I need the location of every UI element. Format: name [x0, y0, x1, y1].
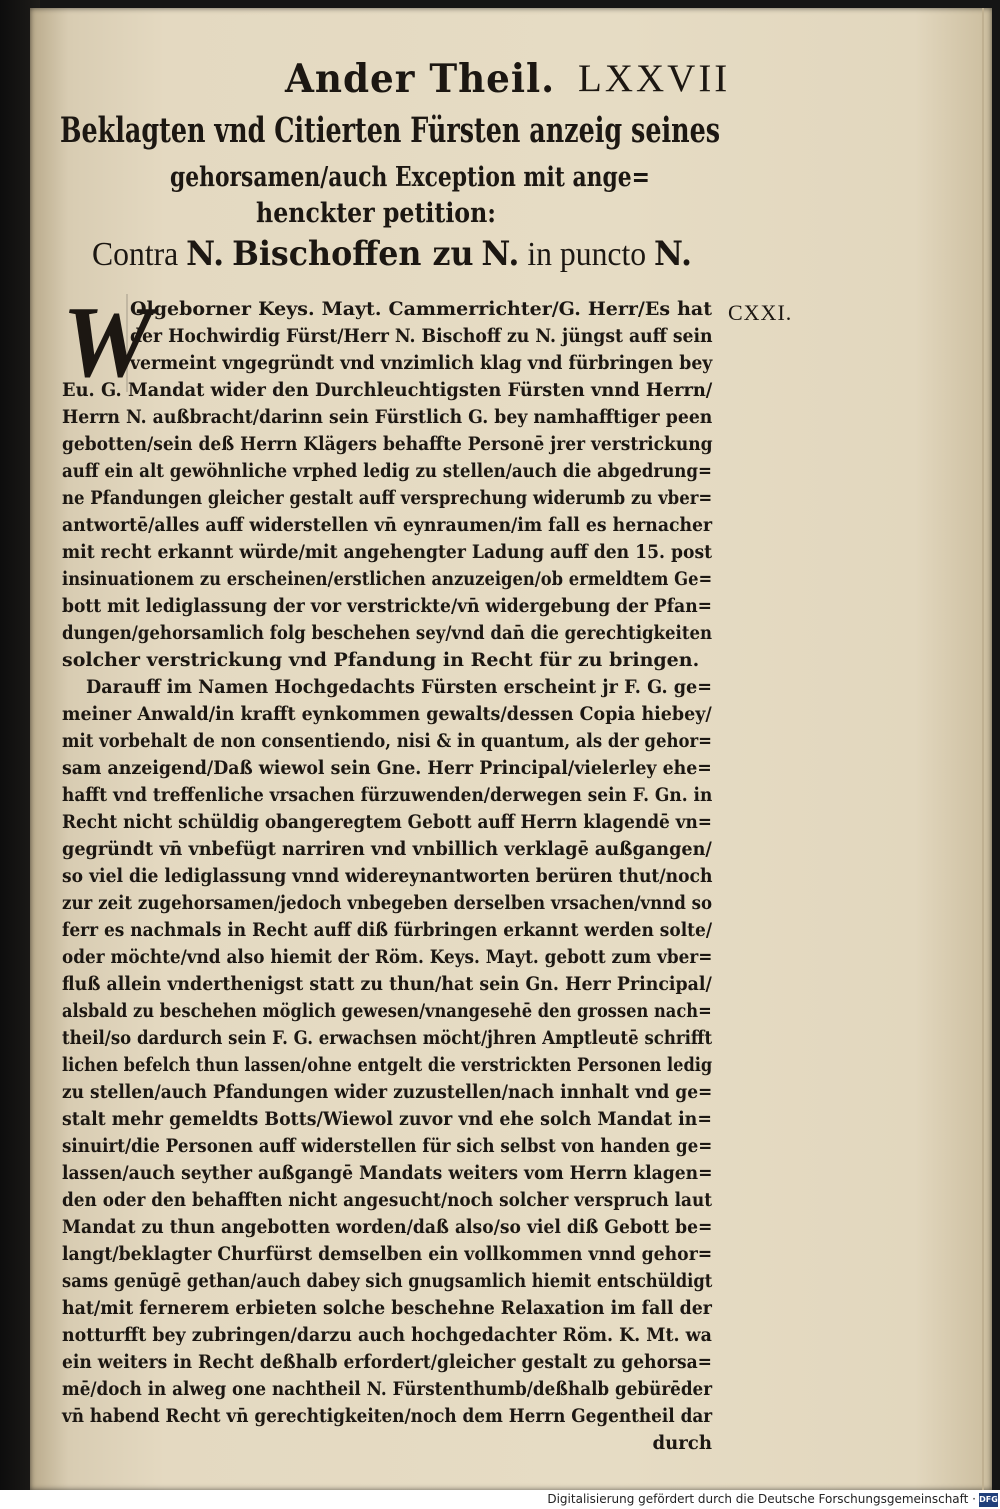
text-line: ein weiters in Recht deßhalb erfordert/gleicher gestalt zu gehorsa= — [62, 1351, 712, 1373]
text-line: gegründt vn̄ vnbefügt narriren vnd vnbillich verklagē außgangen/ — [62, 838, 712, 860]
text-line: alsbald zu beschehen möglich gewesen/vnangesehē den grossen nach= — [62, 1000, 712, 1022]
text-line: Olgeborner Keys. Mayt. Cammerrichter/G. Herr/Es hat — [130, 298, 712, 320]
caption-in-puncto: in puncto — [527, 236, 647, 273]
title-line-1: Beklagten vnd Citierten Fürsten anzeig seines — [60, 110, 721, 151]
catchword: durch — [652, 1432, 712, 1454]
text-line: den oder den behafften nicht angesucht/noch solcher verspruch laut — [62, 1189, 713, 1211]
text-line: hat/mit fernerem erbieten solche beschehne Relaxation im fall der — [62, 1297, 712, 1319]
text-line: Recht nicht schüldig obangeregtem Gebott auff Herrn klagendē vn= — [62, 811, 712, 833]
text-line: mē/doch in alweg one nachtheil N. Fürstenthumb/deßhalb gebürēder — [62, 1378, 713, 1400]
caption-n2: N. — [481, 234, 520, 274]
text-line: sam anzeigend/Daß wiewol sein Gne. Herr Principal/vielerley ehe= — [62, 757, 712, 779]
text-line: insinuationem zu erscheinen/erstlichen anzuzeigen/ob ermeldtem Ge= — [62, 568, 713, 590]
text-line: vn̄ habend Recht vn̄ gerechtigkeiten/noch dem Herrn Gegentheil dar — [62, 1405, 713, 1427]
text-line: meiner Anwald/in krafft eynkommen gewalts/dessen Copia hiebey/ — [62, 703, 712, 725]
text-line: auff ein alt gewöhnliche vrphed ledig zu stellen/auch die abgedrung= — [62, 460, 712, 482]
folio-number: LXXVII — [578, 57, 731, 100]
text-line: der Hochwirdig Fürst/Herr N. Bischoff zu N. jüngst auff sein — [130, 325, 713, 347]
text-line: lassen/auch seyther außgangē Mandats weiters vom Herrn klagen= — [62, 1162, 713, 1184]
text-line: notturfft bey zubringen/darzu auch hochgedachter Röm. K. Mt. wa — [62, 1324, 712, 1346]
page-edge-line — [982, 8, 984, 1490]
text-line: sinuirt/die Personen auff widerstellen für sich selbst von handen ge= — [62, 1135, 713, 1157]
text-line: ferr es nachmals in Recht auff diß fürbringen erkannt werden solte/ — [62, 919, 713, 941]
text-line: dungen/gehorsamlich folg beschehen sey/vnd dan̄ die gerechtigkeiten — [62, 622, 713, 644]
text-line: gebotten/sein deß Herrn Klägers behaffte Personē jrer verstrickung — [62, 433, 713, 455]
caption-n3: N. — [654, 234, 693, 274]
text-line: antwortē/alles auff widerstellen vn̄ eynraumen/im fall es hernacher — [62, 514, 713, 536]
caption-contra: Contra — [92, 236, 179, 273]
text-line: lichen befelch thun lassen/ohne entgelt die verstrickten Personen ledig — [62, 1054, 713, 1076]
text-line: langt/beklagter Churfürst demselben ein vollkommen vnnd gehor= — [62, 1243, 713, 1265]
caption-n1: N. — [186, 234, 225, 274]
text-line: Herrn N. außbracht/darinn sein Fürstlich G. bey namhafftiger peen — [62, 406, 713, 428]
text-line: zu stellen/auch Pfandungen wider zuzustellen/nach innhalt vnd ge= — [62, 1081, 713, 1103]
margin-reference: CXXI. — [728, 300, 793, 325]
text-line: so viel die lediglassung vnnd widereynantworten berüren thut/noch — [62, 865, 713, 887]
text-line: ne Pfandungen gleicher gestalt auff versprechung widerumb zu vber= — [62, 487, 713, 509]
text-line: solcher verstrickung vnd Pfandung in Recht für zu bringen. — [62, 649, 700, 671]
funding-credit: Digitalisierung gefördert durch die Deutsche Forschungsgemeinschaft · — [547, 1492, 976, 1506]
caption-line — [92, 234, 692, 274]
text-line: mit vorbehalt de non consentiendo, nisi & in quantum, als der gehor= — [62, 730, 713, 752]
title-line-3: henckter petition: — [256, 198, 497, 229]
text-line: Eu. G. Mandat wider den Durchleuchtigsten Fürsten vnnd Herrn/ — [62, 379, 713, 401]
text-line: Mandat zu thun angebotten worden/daß also/so viel diß Gebott be= — [62, 1216, 713, 1238]
text-line: Darauff im Namen Hochgedachts Fürsten erscheint jr F. G. ge= — [86, 676, 712, 698]
text-line: theil/so dardurch sein F. G. erwachsen möcht/jhren Amptleutē schrifft — [62, 1027, 713, 1049]
caption-bischoffen: Bischoffen zu — [232, 234, 474, 274]
running-head: Ander Theil. — [285, 56, 556, 102]
text-line: bott mit lediglassung der vor verstrickte/vn̄ widergebung der Pfan= — [62, 595, 712, 617]
text-line: vermeint vngegründt vnd vnzimlich klag vnd fürbringen bey — [130, 352, 713, 374]
footer-bar — [0, 1490, 1000, 1509]
dropcap-initial: W — [62, 286, 153, 399]
text-line: sams genūgē gethan/auch dabey sich gnugsamlich hiemit entschüldigt — [62, 1270, 713, 1292]
text-line: mit recht erkannt würde/mit angehengter Ladung auff den 15. post — [62, 541, 713, 563]
text-line: hafft vnd treffenliche vrsachen fürzuwenden/derwegen sein F. Gn. in — [62, 784, 713, 806]
text-line: zur zeit zugehorsamen/jedoch vnbegeben derselben vrsachen/vnnd so — [62, 892, 713, 914]
text-line: fluß allein vnderthenigst statt zu thun/hat sein Gn. Herr Principal/ — [62, 973, 712, 995]
dfg-logo: DFG — [979, 1493, 998, 1507]
text-line: stalt mehr gemeldts Botts/Wiewol zuvor vnd ehe solch Mandat in= — [62, 1108, 712, 1130]
title-line-2: gehorsamen/auch Exception mit ange= — [170, 162, 650, 193]
text-line: oder möchte/vnd also hiemit der Röm. Keys. Mayt. gebott zum vber= — [62, 946, 713, 968]
